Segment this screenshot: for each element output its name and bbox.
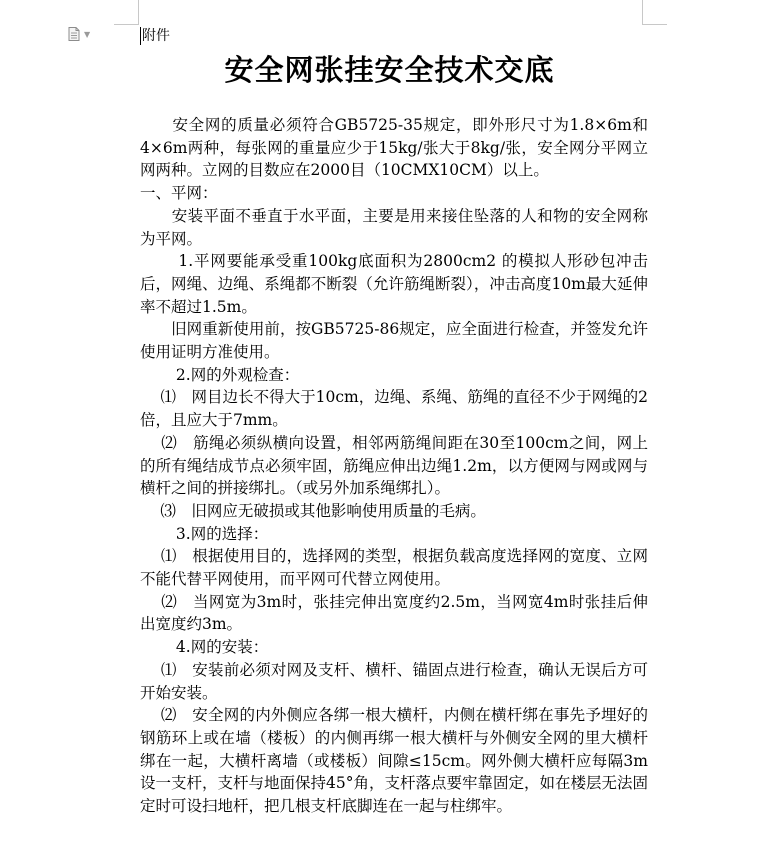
document-title: 安全网张挂安全技术交底 (224, 53, 555, 87)
subsection-heading: 4.网的安装： (140, 638, 269, 657)
list-item: ⑴ 网目边长不得大于10cm，边绳、系绳、筋绳的直径不少于网绳的2倍，且应大于7mm。 (140, 388, 648, 430)
document-icon (68, 27, 80, 41)
list-item: ⑵ 筋绳必须纵横向设置，相邻两筋绳间距在30至100cm之间，网上的所有绳结成节点必须牢固，筋绳应伸出边绳1.2m，以方便网与网或网与横杆之间的拼接绑扎。（或另外加系绳绑扎）。 (140, 433, 648, 498)
section-heading: 一、平网： (140, 184, 218, 203)
paragraph: 1.平网要能承受重100kg底面积为2800cm2 的模拟人形砂包冲击后，网绳、边绳、系绳都不断裂（允许筋绳断裂），冲击高度10m最大延伸率不超过1.5m。 (140, 252, 648, 316)
document-body[interactable] (140, 114, 648, 818)
page-corner-mark-right (642, 0, 667, 25)
page-corner-mark-left (114, 0, 139, 25)
subsection-heading: 3.网的选择： (140, 524, 269, 543)
list-item: ⑴ 根据使用目的，选择网的类型，根据负载高度选择网的宽度、立网不能代替平网使用，而平网可代替立网使用。 (140, 547, 648, 589)
paragraph: 安全网的质量必须符合GB5725-35规定，即外形尺寸为1.8×6m和4×6m两种，每张网的重量应少于15kg/张大于8kg/张，安全网分平网立网两种。立网的目数应在2000目（10CMX10CM）以上。 (140, 116, 648, 180)
paste-options-button[interactable] (68, 27, 90, 41)
list-item: ⑵ 安全网的内外侧应各绑一根大横杆，内侧在横杆绑在事先予埋好的钢筋环上或在墙（楼板）的内侧再绑一根大横杆与外侧安全网的里大横杆绑在一起，大横杆离墙（或楼板）间隙≤15cm。网外侧大横杆应每隔3m设一支杆，支杆与地面保持45°角，支杆落点要牢靠固定，如在楼层无法固定时可设扫地杆，把几根支杆底脚连在一起与柱绑牢。 (140, 706, 648, 816)
list-item: ⑵ 当网宽为3m时，张挂完伸出宽度约2.5m，当网宽4m时张挂后伸出宽度约3m。 (140, 592, 648, 634)
paragraph: 旧网重新使用前，按GB5725-86规定，应全面进行检查，并签发允许使用证明方准使用。 (140, 320, 648, 362)
list-item: ⑴ 安装前必须对网及支杆、横杆、锚固点进行检查，确认无误后方可开始安装。 (140, 660, 648, 702)
list-item: ⑶ 旧网应无破损或其他影响使用质量的毛病。 (140, 501, 486, 520)
chevron-down-icon: ▼ (84, 29, 91, 39)
text-cursor (140, 27, 141, 45)
paragraph: 安装平面不垂直于水平面，主要是用来接住坠落的人和物的安全网称为平网。 (140, 206, 648, 248)
attachment-label: 附件 (142, 28, 170, 44)
subsection-heading: 2.网的外观检查： (140, 365, 300, 384)
